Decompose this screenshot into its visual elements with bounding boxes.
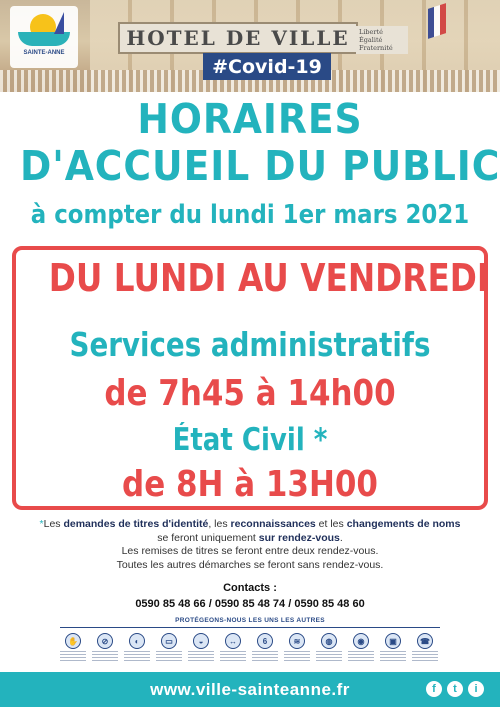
covid-tag: #Covid-19: [203, 53, 331, 80]
schedule-box: [12, 246, 488, 510]
website-link[interactable]: www.ville-sainteanne.fr: [150, 680, 350, 699]
note-line-2: [0, 532, 500, 546]
cough-elbow-icon: ◐: [124, 633, 150, 667]
flag-icon: [428, 3, 446, 39]
etat-civil-hours: de 8H à 13H00: [122, 464, 378, 505]
note-l1-a: Les: [43, 518, 64, 530]
contacts-phones: 0590 85 48 66 / 0590 85 48 74 / 0590 85 48 60: [135, 598, 365, 610]
app-icon: ▣: [380, 633, 406, 667]
twitter-icon[interactable]: t: [447, 681, 463, 697]
note-l1-c: , les: [208, 518, 231, 530]
contacts-title: Contacts :: [223, 582, 277, 594]
devise-fraternite: Fraternité: [359, 44, 393, 52]
gestures-strip: [60, 617, 440, 669]
note-line-4: Toutes les autres démarches se feront sans rendez-vous.: [116, 558, 384, 571]
note-l2-b: sur rendez-vous: [258, 531, 340, 544]
mask-icon: ◒: [188, 633, 214, 667]
note-star: *: [39, 518, 44, 530]
instagram-icon[interactable]: i: [468, 681, 484, 697]
phone-icon: ☎: [412, 633, 438, 667]
note-l1-e: et les: [315, 518, 347, 530]
notes: [0, 518, 500, 572]
note-l2-a: se feront uniquement: [157, 531, 259, 544]
footer: [0, 672, 500, 707]
hand-wash-icon: ✋: [60, 633, 86, 667]
count-6-icon: 6: [252, 633, 278, 667]
service-admin-hours: de 7h45 à 14h00: [104, 373, 396, 414]
world-icon: ◉: [348, 633, 374, 667]
facebook-icon[interactable]: f: [426, 681, 442, 697]
hotel-de-ville-sign: HOTEL DE VILLE: [118, 22, 358, 54]
no-gathering-icon: ◍: [316, 633, 342, 667]
logo-text: SAINTE-ANNE: [23, 50, 65, 56]
town-logo[interactable]: [10, 6, 78, 68]
etat-civil-label: État Civil *: [172, 422, 328, 458]
distance-icon: ↔: [220, 633, 246, 667]
note-l1-f: changements de noms: [346, 518, 461, 530]
devise-egalite: Égalité: [359, 36, 383, 44]
note-line-3: Les remises de titres se feront entre deux rendez-vous.: [121, 545, 379, 557]
devise-plaque: [356, 26, 408, 54]
gestures-title: PROTÉGEONS-NOUS LES UNS LES AUTRES: [175, 617, 325, 624]
title-date: à compter du lundi 1er mars 2021: [30, 200, 470, 230]
title-horaires: HORAIRES: [137, 95, 363, 143]
no-handshake-icon: ⊘: [92, 633, 118, 667]
wave-icon: [18, 32, 70, 46]
devise-liberte: Liberté: [359, 28, 383, 36]
note-l2-c: .: [339, 531, 343, 544]
note-l1-b: demandes de titres d'identité: [63, 518, 209, 530]
gestures-divider: [60, 627, 440, 628]
schedule-days: DU LUNDI AU VENDREDI: [48, 256, 490, 300]
note-line-1: [0, 518, 500, 532]
ventilate-icon: ≋: [284, 633, 310, 667]
tissue-icon: ▭: [156, 633, 182, 667]
title-accueil: D'ACCUEIL DU PUBLIC: [20, 142, 500, 190]
service-admin-label: Services administratifs: [69, 325, 431, 364]
sail-icon: [54, 12, 64, 34]
note-l1-d: reconnaissances: [230, 518, 316, 530]
